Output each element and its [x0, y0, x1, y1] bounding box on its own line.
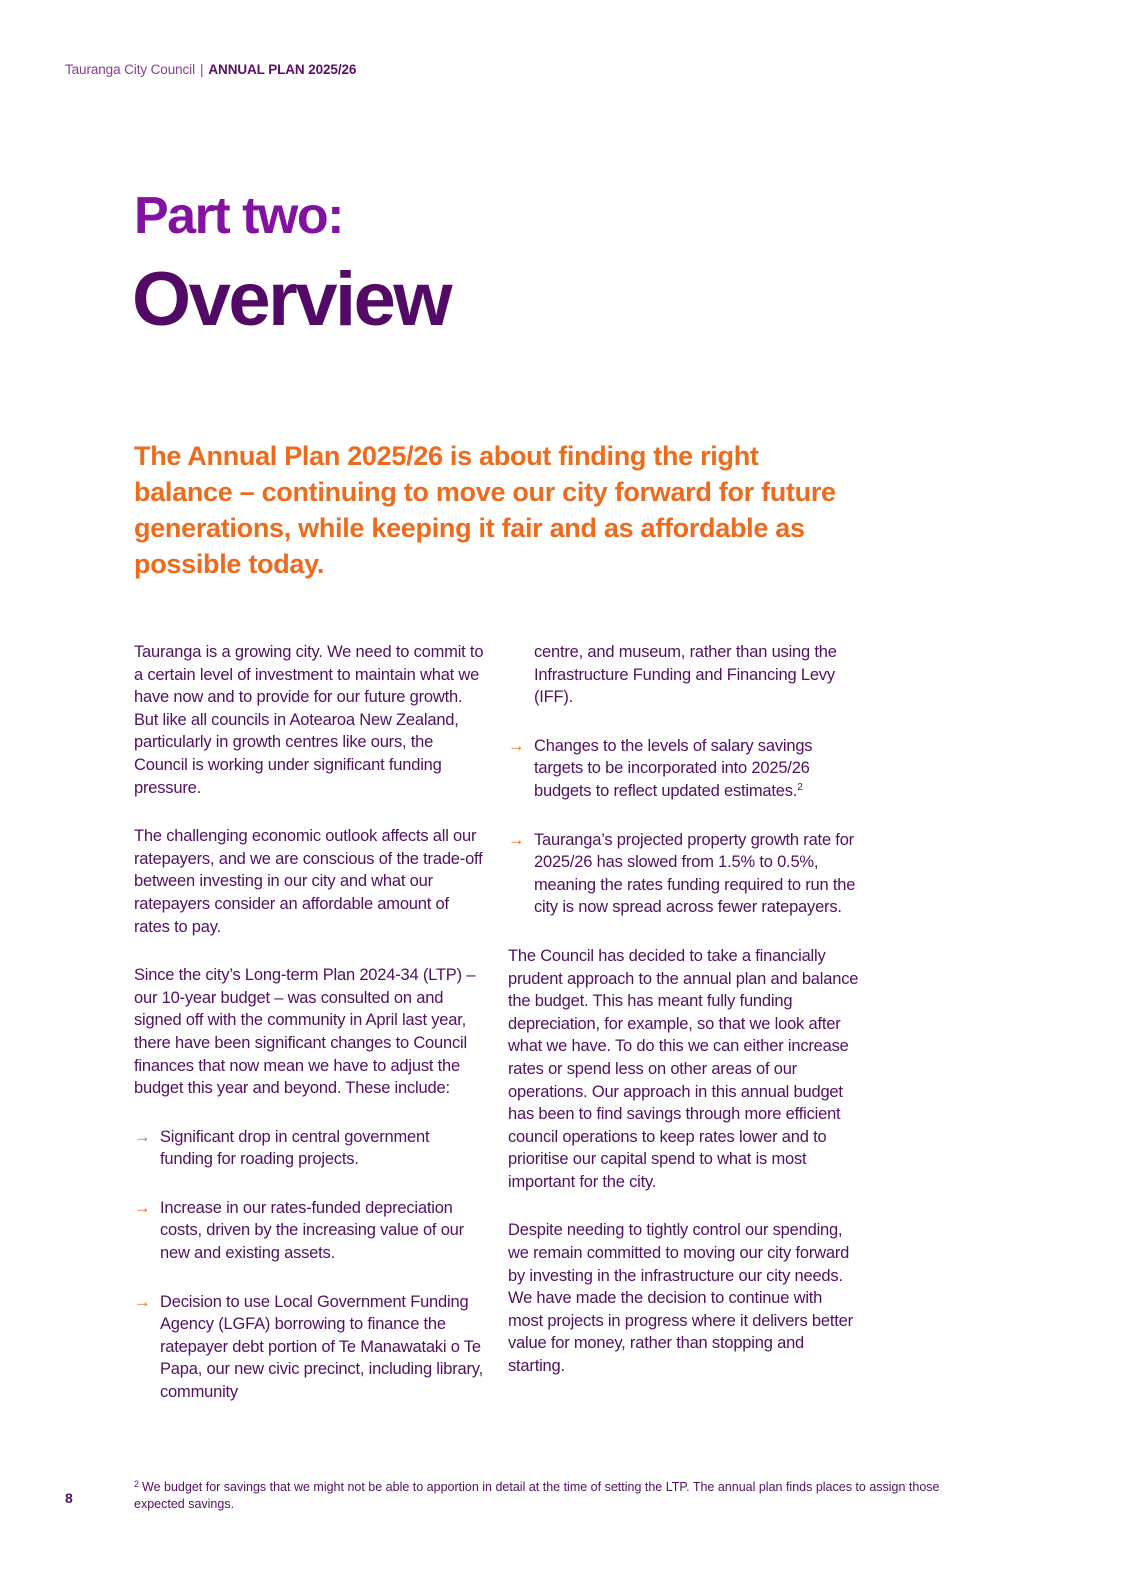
bullet-item — [508, 829, 860, 919]
bullet-text: Tauranga’s projected property growth rate for 2025/26 has slowed from 1.5% to 0.5%, meaning the rates funding required to run the city is now spread across fewer ratepayers. — [534, 830, 856, 917]
arrow-right-icon: → — [508, 736, 525, 755]
bullet-item — [134, 1126, 486, 1171]
arrow-right-icon: → — [134, 1198, 151, 1217]
arrow-right-icon: → — [508, 830, 525, 849]
bullet-item — [134, 1291, 486, 1404]
running-header — [65, 62, 356, 77]
bullet-item — [508, 735, 860, 803]
footnote — [134, 1476, 984, 1513]
arrow-right-icon: → — [134, 1292, 151, 1311]
arrow-right-icon: → — [134, 1127, 151, 1146]
bullet-continuation: centre, and museum, rather than using the Infrastructure Funding and Financing Levy (IFF). — [534, 643, 837, 707]
bullet-item — [134, 1197, 486, 1265]
header-doc-title: ANNUAL PLAN 2025/26 — [208, 62, 357, 77]
paragraph: The Council has decided to take a financially prudent approach to the annual plan and balance the budget. This has meant fully funding depreciation, for example, so that we look after what we have. To do this we can either increase rates or spend less on other areas of our operations. Our approach in this annual budget has been to find savings through more efficient council operations to keep rates lower and to prioritise our capital spend to what is most important for the city. — [508, 946, 859, 1191]
header-org: Tauranga City Council — [65, 62, 195, 77]
bullet-text: Increase in our rates-funded depreciation costs, driven by the increasing value of our new and existing assets. — [160, 1198, 464, 1263]
intro-statement: The Annual Plan 2025/26 is about finding the right balance – continuing to move our city forward for future generations, while keeping it fair and as affordable as possible today. — [134, 441, 836, 579]
left-column — [134, 641, 486, 1430]
bullet-text: Changes to the levels of salary savings targets to be incorporated into 2025/26 budgets to reflect updated estimates. — [534, 736, 813, 800]
footnote-mark: 2 — [134, 1479, 140, 1489]
header-separator: | — [199, 62, 204, 77]
footnote-ref: 2 — [797, 781, 803, 793]
page-number: 8 — [65, 1490, 73, 1506]
paragraph: Tauranga is a growing city. We need to commit to a certain level of investment to maintain what we have now and to provide for our future growth. But like all councils in Aotearoa New Zealand, particularly in growth centres like ours, the Council is working under significant funding pressure. — [134, 643, 484, 797]
paragraph: Since the city’s Long-term Plan 2024-34 (LTP) – our 10-year budget – was consulted on and signed off with the community in April last year, there have been significant changes to Council finances that now mean we have to adjust the budget this year and beyond. These include: — [134, 966, 476, 1098]
right-column — [508, 641, 860, 1404]
page-title: Overview — [132, 257, 450, 342]
footnote-text: We budget for savings that we might not be able to apportion in detail at the time of setting the LTP. The annual plan finds places to assign those expected savings. — [134, 1480, 940, 1511]
part-label: Part two: — [134, 187, 343, 245]
paragraph: Despite needing to tightly control our spending, we remain committed to moving our city forward by investing in the infrastructure our city needs. We have made the decision to continue with most projects in progress where it delivers better value for money, rather than stopping and starting. — [508, 1221, 853, 1376]
bullet-text: Decision to use Local Government Funding Agency (LGFA) borrowing to finance the ratepayer debt portion of Te Manawataki o Te Papa, our new civic precinct, including library, community — [160, 1292, 483, 1402]
paragraph: The challenging economic outlook affects all our ratepayers, and we are conscious of the trade-off between investing in our city and what our ratepayers consider an affordable amount of rates to pay. — [134, 827, 483, 936]
bullet-text: Significant drop in central government funding for roading projects. — [160, 1127, 430, 1169]
